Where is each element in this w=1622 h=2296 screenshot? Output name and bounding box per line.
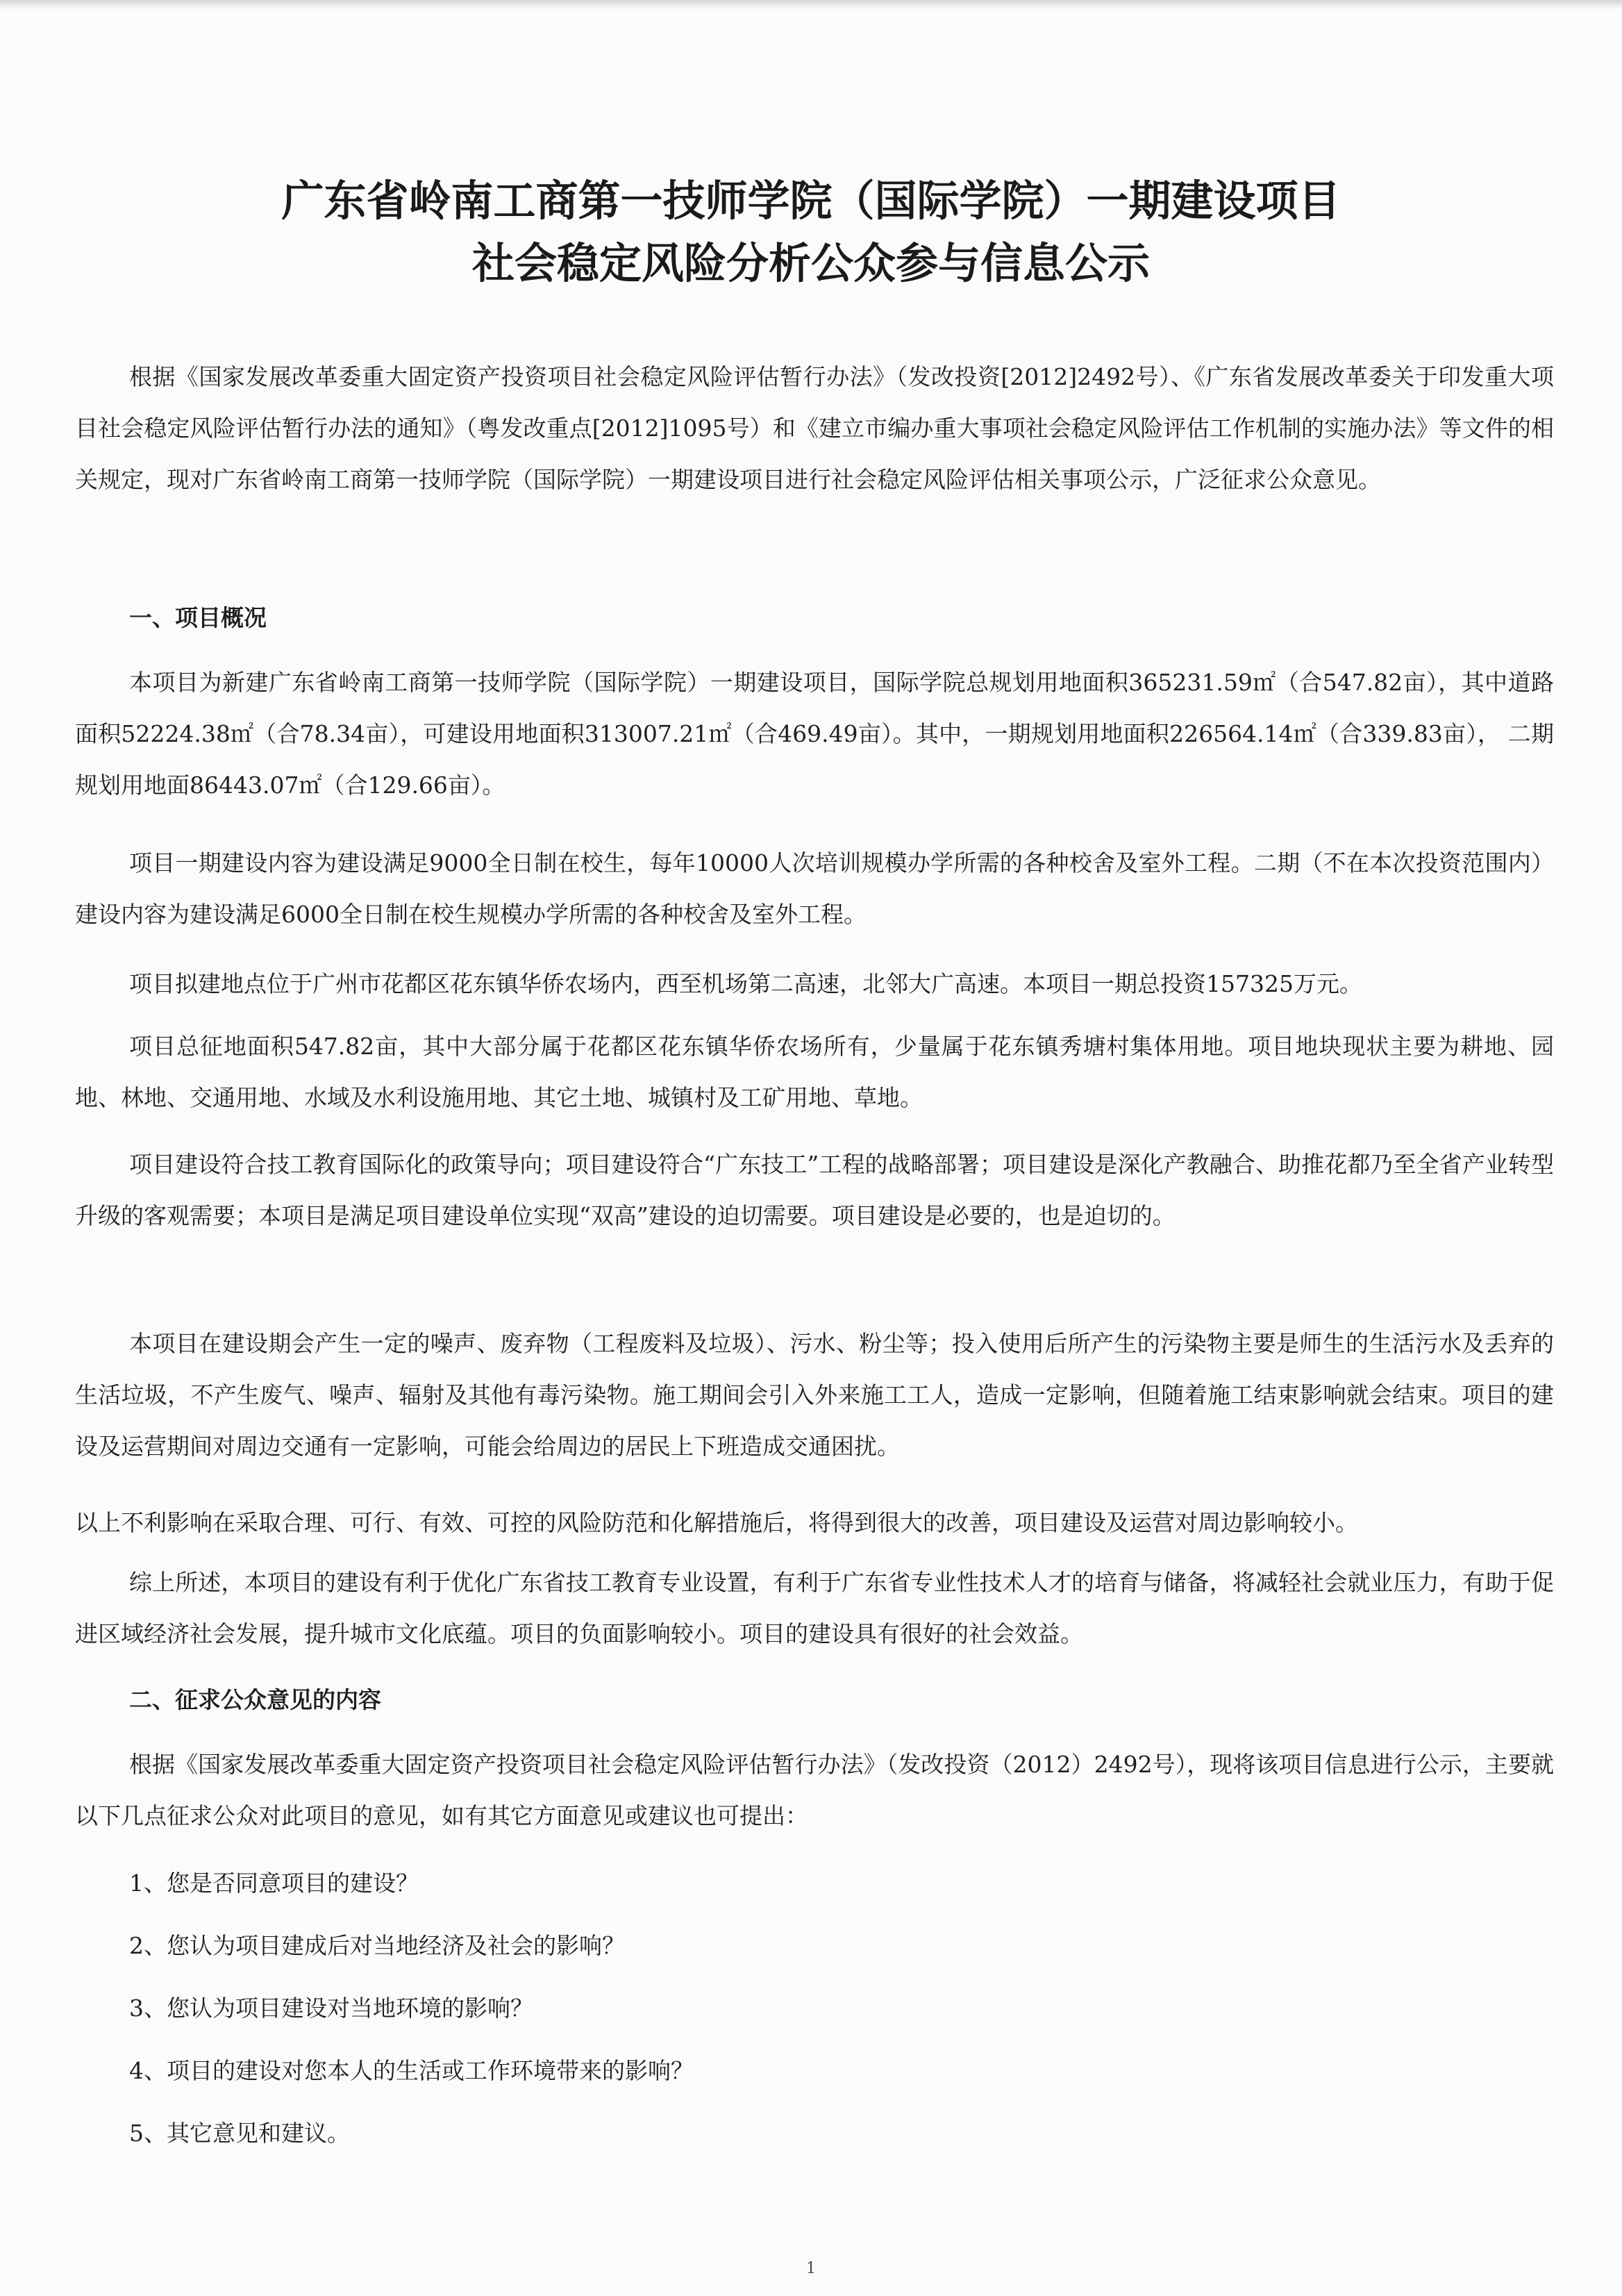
section-1-heading: 一、项目概况: [129, 604, 267, 631]
overview-paragraph-4: 项目总征地面积547.82亩，其中大部分属于花都区花东镇华侨农场所有，少量属于花东镇秀塘村集体用地。项目地块现状主要为耕地、园地、林地、交通用地、水域及水利设施用地、其它土地、城镇村及工矿用地、草地。: [75, 1033, 1554, 1111]
scan-edge: [0, 0, 1622, 10]
question-item: 3、您认为项目建设对当地环境的影响？: [129, 1995, 533, 2022]
intro-paragraph: 根据《国家发展改革委重大固定资产投资项目社会稳定风险评估暂行办法》（发改投资[2012]2492号）、《广东省发展改革委关于印发重大项目社会稳定风险评估暂行办法的通知》（粤发改重点[2012]1095号）和《建立市编办重大事项社会稳定风险评估工作机制的实施办法》等文件的相关规定，现对广东省岭南工商第一技师学院（国际学院）一期建设项目进行社会稳定风险评估相关事项公示，广泛征求公众意见。: [75, 363, 1554, 493]
document-title-line-2: 社会稳定风险分析公众参与信息公示: [471, 239, 1150, 288]
page-number: 1: [806, 2260, 816, 2277]
question-item: 1、您是否同意项目的建设？: [129, 1870, 419, 1897]
question-item: 2、您认为项目建成后对当地经济及社会的影响？: [129, 1932, 625, 1959]
overview-paragraph-7: 以上不利影响在采取合理、可行、有效、可控的风险防范和化解措施后，将得到很大的改善，项目建设及运营对周边影响较小。: [75, 1509, 1358, 1536]
overview-paragraph-1: 本项目为新建广东省岭南工商第一技师学院（国际学院）一期建设项目，国际学院总规划用地面积365231.59㎡（合547.82亩），其中道路面积52224.38㎡（合78.34亩），可建设用地面积313007.21㎡（合469.49亩）。其中，一期规划用地面积226564.14㎡（合339.83亩）， 二期规划用地面86443.07㎡（合129.66亩）。: [75, 669, 1554, 799]
overview-paragraph-6: 本项目在建设期会产生一定的噪声、废弃物（工程废料及垃圾）、污水、粉尘等；投入使用后所产生的污染物主要是师生的生活污水及丢弃的生活垃圾，不产生废气、噪声、辐射及其他有毒污染物。施工期间会引入外来施工工人，造成一定影响，但随着施工结束影响就会结束。项目的建设及运营期间对周边交通有一定影响，可能会给周边的居民上下班造成交通困扰。: [75, 1330, 1554, 1460]
overview-paragraph-2: 项目一期建设内容为建设满足9000全日制在校生，每年10000人次培训规模办学所需的各种校舍及室外工程。二期（不在本次投资范围内）建设内容为建设满足6000全日制在校生规模办学所需的各种校舍及室外工程。: [75, 849, 1554, 928]
overview-paragraph-8: 综上所述，本项目的建设有利于优化广东省技工教育专业设置，有利于广东省专业性技术人才的培育与储备，将减轻社会就业压力，有助于促进区域经济社会发展，提升城市文化底蕴。项目的负面影响较小。项目的建设具有很好的社会效益。: [75, 1569, 1554, 1647]
question-item: 5、其它意见和建议。: [129, 2120, 350, 2147]
consultation-paragraph: 根据《国家发展改革委重大固定资产投资项目社会稳定风险评估暂行办法》（发改投资（2012）2492号），现将该项目信息进行公示，主要就以下几点征求公众对此项目的意见，如有其它方面意见或建议也可提出：: [75, 1751, 1554, 1829]
overview-paragraph-5: 项目建设符合技工教育国际化的政策导向；项目建设符合“广东技工”工程的战略部署；项目建设是深化产教融合、助推花都乃至全省产业转型升级的客观需要；本项目是满足项目建设单位实现“双高”建设的迫切需要。项目建设是必要的，也是迫切的。: [75, 1151, 1554, 1229]
document-title-line-1: 广东省岭南工商第一技师学院（国际学院）一期建设项目: [281, 176, 1341, 226]
section-2-heading: 二、征求公众意见的内容: [129, 1686, 381, 1713]
overview-paragraph-3: 项目拟建地点位于广州市花都区花东镇华侨农场内，西至机场第二高速，北邻大广高速。本项目一期总投资157325万元。: [129, 970, 1362, 997]
question-item: 4、项目的建设对您本人的生活或工作环境带来的影响？: [129, 2057, 694, 2084]
